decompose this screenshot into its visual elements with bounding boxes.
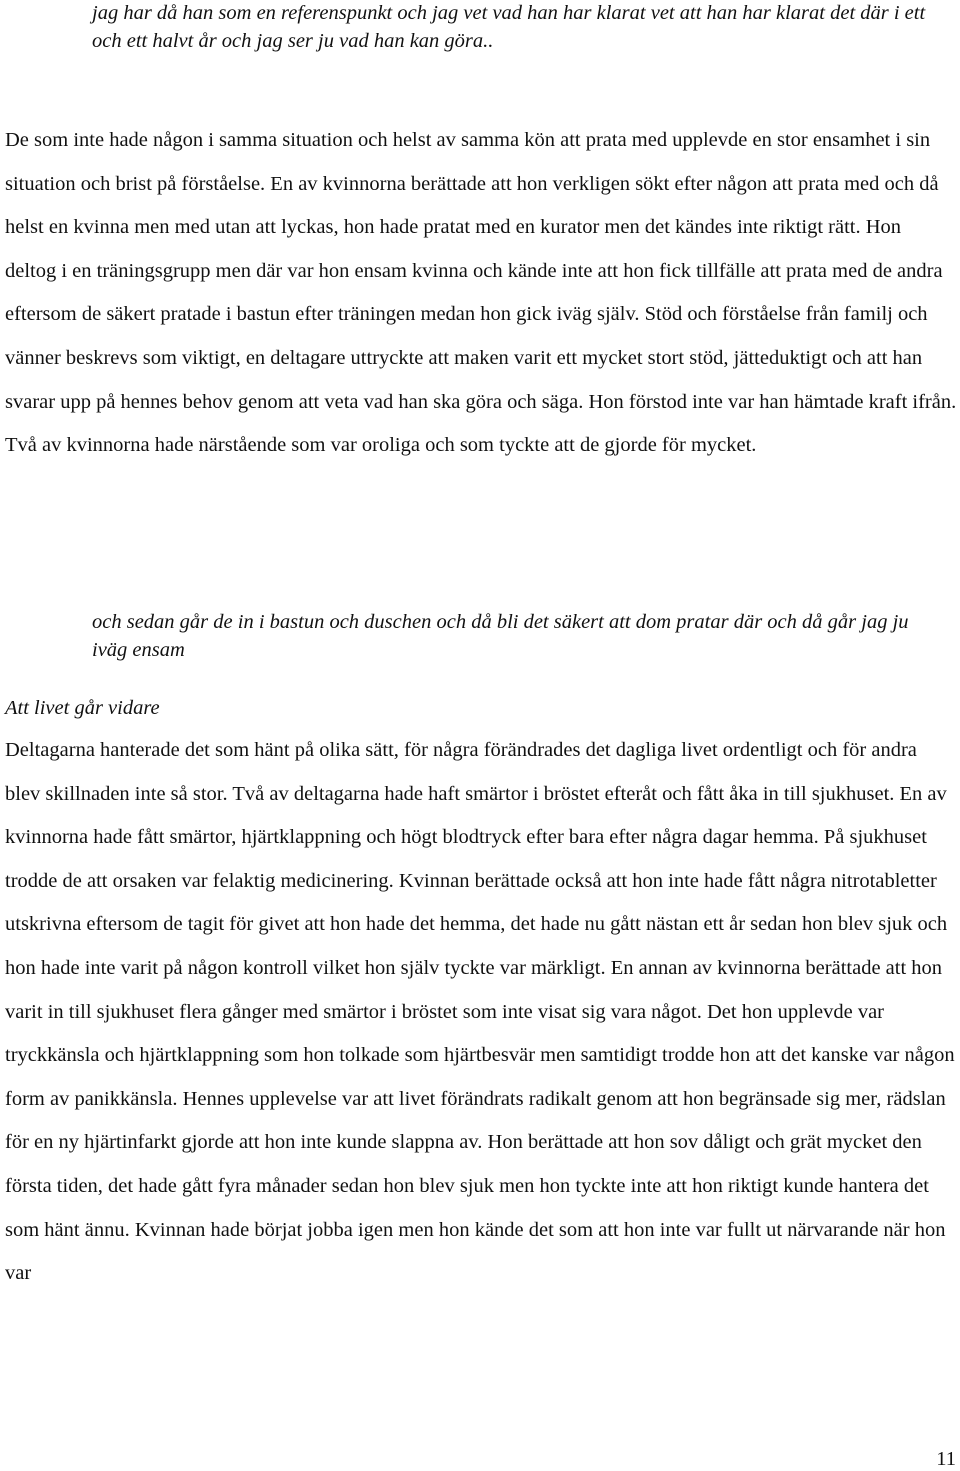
quote-top: jag har då han som en referenspunkt och jag vet vad han har klarat vet att han har klarat det där i ett och ett halvt år och jag ser ju vad han kan göra..	[92, 2, 926, 52]
paragraph-support: De som inte hade någon i samma situation och helst av samma kön att prata med upplevde en stor ensamhet i sin situation och brist på förståelse. En av kvinnorna berättade att hon verkligen sökt efter någon att prata med och då helst en kvinna men med utan att lyckas, hon hade pratat med en kurator men det kändes inte riktigt rätt. Hon deltog i en träningsgrupp men där var hon ensam kvinna och kände inte att hon fick tillfälle att prata med de andra eftersom de säkert pratade i bastun efter träningen medan hon gick iväg själv. Stöd och förståelse från familj och vänner beskrevs som viktigt, en deltagare uttryckte att maken varit ett mycket stort stöd, jätteduktigt och att han svarar upp på hennes behov genom att veta vad han ska göra och säga. Hon förstod inte var han hämtade kraft ifrån. Två av kvinnorna hade närstående som var oroliga och som tyckte att de gjorde för mycket.	[5, 129, 957, 457]
paragraph-life-goes-on: Deltagarna hanterade det som hänt på olika sätt, för några förändrades det dagliga livet ordentligt och för andra blev skillnaden inte så stor. Två av deltagarna hade haft smärtor i bröstet efteråt och fått åka in till sjukhuset. En av kvinnorna hade fått smärtor, hjärtklappning och högt blodtryck efter bara efter några dagar hemma. På sjukhuset trodde de att orsaken var felaktig medicinering. Kvinnan berättade också att hon inte hade fått några nitrotabletter utskrivna eftersom de tagit för givet att hon hade det hemma, det hade nu gått nästan ett år sedan hon blev sjuk och hon hade inte varit på någon kontroll vilket hon själv tyckte var märkligt. En annan av kvinnorna berättade att hon varit in till sjukhuset flera gånger med smärtor i bröstet som inte visat sig vara något. Det hon upplevde var tryckkänsla och hjärtklappning som hon tolkade som hjärtbesvär men samtidigt trodde hon att det kanske var någon form av panikkänsla. Hennes upplevelse var att livet förändrats radikalt genom att hon begränsade sig mer, rädslan för en ny hjärtinfarkt gjorde att hon inte kunde slappna av. Hon berättade att hon sov dåligt och grät mycket den första tiden, det hade gått fyra månader sedan hon blev sjuk men hon tyckte inte att hon riktigt kunde hantera det som hänt ännu. Kvinnan hade börjat jobba igen men hon kände det som att hon inte var fullt ut närvarande när hon var	[5, 739, 955, 1285]
section-heading: Att livet går vidare	[5, 697, 160, 719]
quote-middle: och sedan går de in i bastun och duschen och då bli det säkert att dom pratar där och då går jag ju iväg ensam	[92, 611, 909, 661]
page-number: 11	[936, 1448, 956, 1470]
